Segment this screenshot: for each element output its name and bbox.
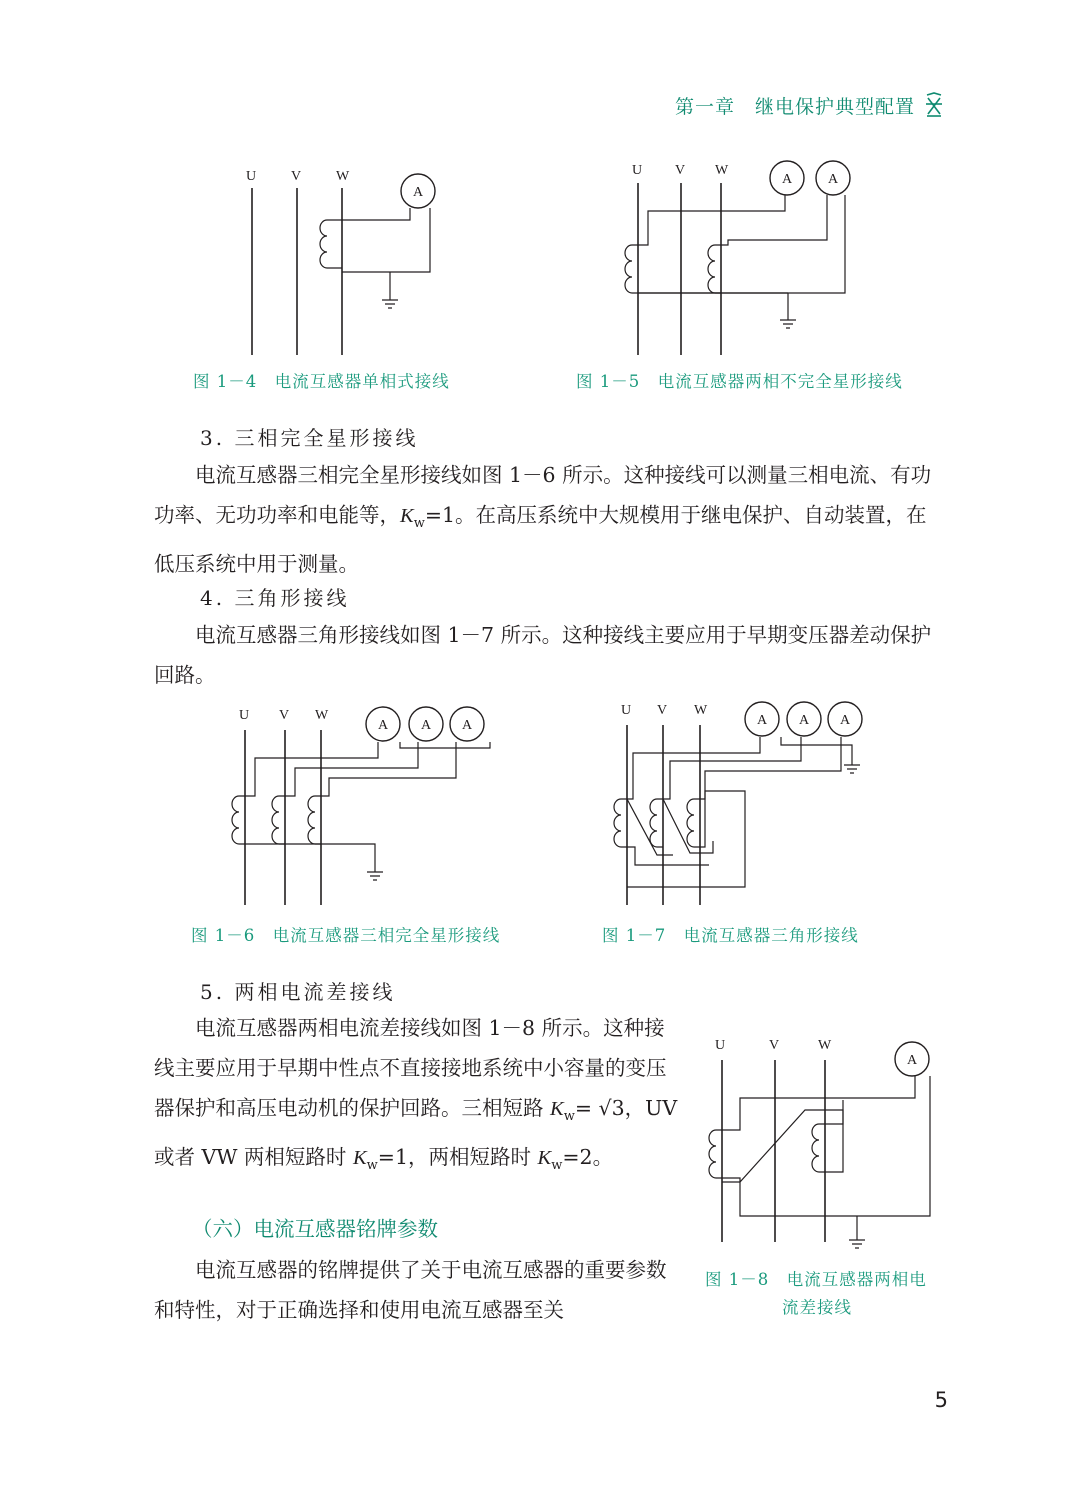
k-subscript: w	[366, 1158, 378, 1174]
ammeter-label: A	[781, 172, 793, 187]
figure-1-6-caption: 图 1－6 电流互感器三相完全星形接线	[191, 926, 501, 945]
chapter-header: 第一章 继电保护典型配置	[674, 96, 915, 118]
ammeter-label: A	[906, 1053, 918, 1068]
phase-label-u: U	[621, 703, 632, 718]
section-5-text-3: ，两相短路时	[408, 1145, 538, 1170]
phase-label-u: U	[715, 1038, 726, 1053]
phase-label-v: V	[657, 703, 668, 718]
chapter-emblem-icon	[924, 92, 944, 118]
section-5-text-1: 电流互感器两相电流差接线如图 1－8 所示。这种接线主要应用于早期中性点不直接接地系统中小容量的变压器保护和高压电动机的保护回路。三相短路	[154, 1016, 667, 1120]
ammeter-label: A	[827, 172, 839, 187]
ammeter-label: A	[420, 718, 432, 733]
figure-1-6-diagram	[225, 700, 495, 910]
figure-1-4-caption: 图 1－4 电流互感器单相式接线	[193, 372, 450, 391]
section-5-heading: 5. 两相电流差接线	[200, 980, 396, 1004]
section-3-heading: 3. 三相完全星形接线	[200, 426, 419, 450]
figure-1-8-caption-line1: 图 1－8 电流互感器两相电	[705, 1270, 927, 1289]
k-subscript: w	[551, 1158, 563, 1174]
phase-label-u: U	[632, 163, 643, 178]
phase-label-u: U	[239, 708, 250, 723]
k-value-sqrt3: = √3	[574, 1096, 625, 1120]
k-symbol: K	[352, 1147, 367, 1170]
section-3-text-1: 电流互感器三相完全星形接线如图 1－6 所示。这种接线可以测量三相电流、有功功率、无功功率和电能等，	[154, 463, 932, 527]
figure-1-7-caption: 图 1－7 电流互感器三角形接线	[602, 926, 859, 945]
section-5-text-2: ，UV 或者 VW 两相短路时	[154, 1096, 678, 1170]
section-6-heading: （六）电流互感器铭牌参数	[192, 1217, 438, 1241]
phase-label-w: W	[694, 703, 708, 718]
ammeter-label: A	[756, 713, 768, 728]
figure-1-7-diagram	[605, 695, 875, 910]
figure-1-8-diagram	[705, 1030, 945, 1255]
phase-label-v: V	[675, 163, 686, 178]
phase-label-v: V	[279, 708, 290, 723]
k-value-2: =2	[562, 1145, 593, 1170]
phase-label-w: W	[336, 169, 350, 184]
section-4-paragraph: 电流互感器三角形接线如图 1－7 所示。这种接线主要应用于早期变压器差动保护回路。	[154, 623, 932, 687]
ammeter-label: A	[412, 185, 424, 200]
k-symbol: K	[537, 1147, 552, 1170]
ammeter-label: A	[839, 713, 851, 728]
phase-label-w: W	[715, 163, 729, 178]
k-symbol: K	[400, 505, 414, 527]
k-symbol: K	[550, 1098, 564, 1120]
ammeter-label: A	[798, 713, 810, 728]
page-number: 5	[934, 1388, 948, 1412]
section-3-paragraph	[154, 455, 946, 584]
k-subscript: w	[563, 1109, 575, 1125]
section-4-heading: 4. 三角形接线	[200, 586, 350, 610]
phase-label-w: W	[315, 708, 329, 723]
section-5-text-4: 。	[592, 1145, 614, 1170]
phase-label-v: V	[769, 1038, 780, 1053]
figure-1-8-caption-line2: 流差接线	[782, 1298, 852, 1317]
figure-1-5-caption: 图 1－5 电流互感器两相不完全星形接线	[576, 372, 903, 391]
k-subscript: w	[413, 516, 425, 532]
phase-label-u: U	[246, 169, 257, 184]
ammeter-label: A	[377, 718, 389, 733]
phase-label-v: V	[291, 169, 302, 184]
figure-1-4-diagram	[235, 160, 455, 360]
ammeter-label: A	[461, 718, 473, 733]
figure-1-5-diagram	[620, 155, 860, 360]
section-3-text-2: =1。在高压系统中大规模用于继电保护、自动装置，在低压系统中用于测量。	[154, 503, 927, 577]
phase-label-w: W	[818, 1038, 832, 1053]
section-5-paragraph	[154, 1008, 680, 1186]
k-value-1: =1	[377, 1145, 408, 1170]
section-6-paragraph: 电流互感器的铭牌提供了关于电流互感器的重要参数和特性，对于正确选择和使用电流互感器至关	[154, 1258, 667, 1322]
